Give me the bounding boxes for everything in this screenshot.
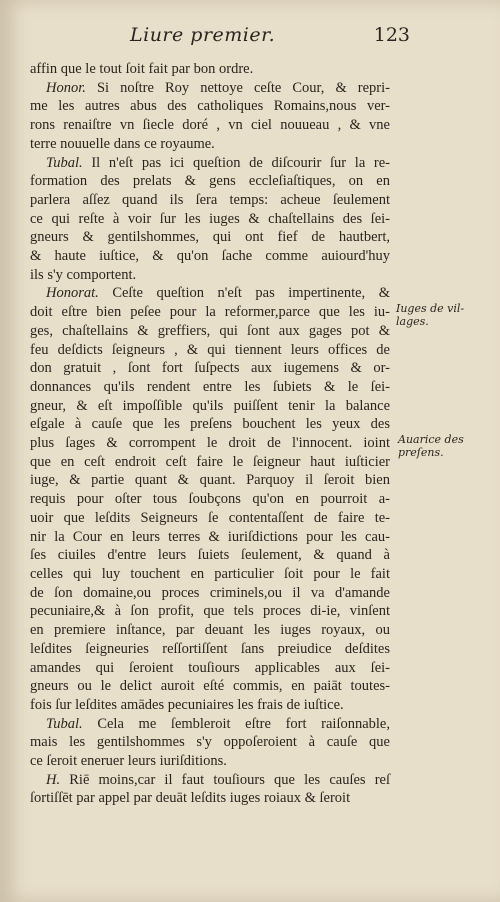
line-text: Cela me ſembleroit eſtre fort raiſonnable, (82, 715, 390, 732)
text-line (30, 359, 390, 378)
line-text: donnances qu'ils rendent entre les ſubiets & le ſei- (30, 378, 390, 395)
line-text: Si noſtre Roy nettoye ceſte Cour, & repri- (85, 79, 390, 96)
margin-note-judges (396, 302, 496, 328)
line-text: doit eſtre bien peſee pour la reformer,parce que les iu- (30, 304, 390, 321)
speaker-name: H. (46, 771, 61, 788)
line-text: me les autres abus des catholiques Romains,nous ver- (30, 98, 390, 115)
text-line (30, 771, 390, 790)
margin-note-avarice (398, 433, 498, 459)
page-header (130, 24, 410, 52)
line-text: uoir que leſdits Seigneurs ſe contentaſſent de faire te- (30, 509, 390, 526)
text-line (30, 135, 390, 154)
text-line (30, 471, 390, 490)
line-text: iuge, & partie quant & quant. Parquoy il ſeroit bien (30, 472, 390, 489)
body-text (30, 60, 390, 808)
line-text: don gratuit , ſont fort ſuſpects aux iugemens & or- (30, 360, 390, 377)
line-text: parlera aſſez quand ils ſera temps: acheue ſeulement (30, 191, 390, 208)
line-text: leſdites ſeigneuries reſſortiſſent ſans preiudice deſdites (30, 640, 390, 657)
line-text: pecuniaire,& à ſon profit, que tels proces di-ie, vinſent (30, 603, 390, 620)
line-text: rons renaiſtre vn ſiecle doré , vn ciel nouueau , & vne (30, 117, 390, 134)
text-line (30, 228, 390, 247)
text-line (30, 210, 390, 229)
text-line (30, 191, 390, 210)
line-text: amandes qui ſeroient touſiours applicables aux ſei- (30, 659, 390, 676)
text-line (30, 528, 390, 547)
line-text: que en ceſt endroit ceſt faire le ſeigneur haut iuſticier (30, 453, 390, 470)
text-line (30, 397, 390, 416)
speaker-name: Tubal. (46, 715, 83, 732)
line-text: Ceſte queſtion n'eſt pas impertinente, & (98, 285, 390, 302)
page-number: 123 (373, 24, 410, 46)
line-text: fois ſur leſdites amādes pecuniaires les frais de iuſtice. (30, 696, 344, 713)
text-line (30, 733, 390, 752)
line-text: & haute iuſtice, & qu'on ſache comme auiourd'huy (30, 248, 390, 265)
line-text: nir la Cour en leurs terres & iuriſdictions pour les cau- (30, 528, 390, 545)
line-text: formation des prelats & gens eccleſiaſtiques, on en (30, 173, 390, 190)
speaker-name: Honor. (46, 79, 86, 96)
text-line (30, 341, 390, 360)
text-line (30, 659, 390, 678)
line-text: affin que le tout ſoit fait par bon ordre. (30, 61, 254, 77)
line-text: en premiere inſtance, par deuant les iuges royaux, ou (30, 622, 390, 639)
margin-note-text: Auarice des preſens. (398, 433, 464, 459)
text-line (30, 677, 390, 696)
text-line (30, 303, 390, 322)
line-text: ſes ciuiles d'entre leurs ſuiets ſeulement, & quand à (30, 547, 390, 564)
text-line (30, 565, 390, 584)
text-line (30, 509, 390, 528)
line-text: ce ſeroit eneruer leurs iuriſditions. (30, 753, 227, 770)
text-line (30, 789, 390, 808)
text-line (30, 266, 390, 285)
text-line (30, 322, 390, 341)
text-line (30, 154, 390, 173)
text-line (30, 378, 390, 397)
text-line (30, 696, 390, 715)
text-line (30, 415, 390, 434)
line-text: celles qui luy touchent en particulier ſoit pour le fait (30, 565, 390, 582)
text-line (30, 490, 390, 509)
line-text: ce qui reſte à voir ſur les iuges & chaſtellains des ſei- (30, 210, 390, 227)
text-line (30, 640, 390, 659)
line-text: eſgale à cauſe que les preſens bouchent les yeux des (30, 416, 390, 433)
text-line (30, 116, 390, 135)
text-line (30, 60, 390, 79)
text-line (30, 752, 390, 771)
line-text: gneurs & gentilshommes, qui ont fief de hautbert, (30, 229, 390, 246)
text-line (30, 584, 390, 603)
line-text: Il n'eſt pas ici queſtion de diſcourir ſur la re- (82, 154, 390, 171)
line-text: ſortiſſēt par appel par deuāt leſdits iuges roiaux & ſeroit (30, 790, 351, 807)
line-text: ges, chaſtellains & greffiers, qui ſont aux gages pot & (30, 322, 390, 339)
text-line (30, 546, 390, 565)
line-text: mais les gentilshommes s'y oppoſeroient à cauſe que (30, 734, 390, 751)
text-line (30, 247, 390, 266)
line-text: requis pour oſter tous ſoubçons qu'on en pourroit a- (30, 491, 390, 508)
line-text: Riē moins,car il faut touſiours que les cauſes reſ (60, 771, 390, 788)
text-line (30, 621, 390, 640)
margin-note-text: Iuges de vil- lages. (396, 302, 465, 328)
line-text: terre nouuelle dans ce royaume. (30, 135, 215, 152)
text-line (30, 97, 390, 116)
speaker-name: Tubal. (46, 154, 83, 171)
running-title: Liure premier. (130, 24, 276, 46)
line-text: plus ſages & corrompent le droit de l'innocent. ioint (30, 435, 390, 452)
line-text: gneur, & eſt impoſſible qu'ils puiſſent tenir la balance (30, 397, 390, 414)
text-line (30, 434, 390, 453)
text-line (30, 284, 390, 303)
text-line (30, 602, 390, 621)
text-line (30, 172, 390, 191)
text-line (30, 79, 390, 98)
line-text: feu deſdicts ſeigneurs , & qui tiennent leurs offices de (30, 341, 390, 358)
line-text: de ſon domaine,ou proces criminels,ou il va d'amande (30, 584, 390, 601)
text-line (30, 453, 390, 472)
text-line (30, 715, 390, 734)
line-text: ils s'y comportent. (30, 266, 137, 283)
speaker-name: Honorat. (46, 285, 99, 302)
line-text: gneurs ou le delict auroit eſté commis, en paiāt toutes- (30, 678, 390, 695)
